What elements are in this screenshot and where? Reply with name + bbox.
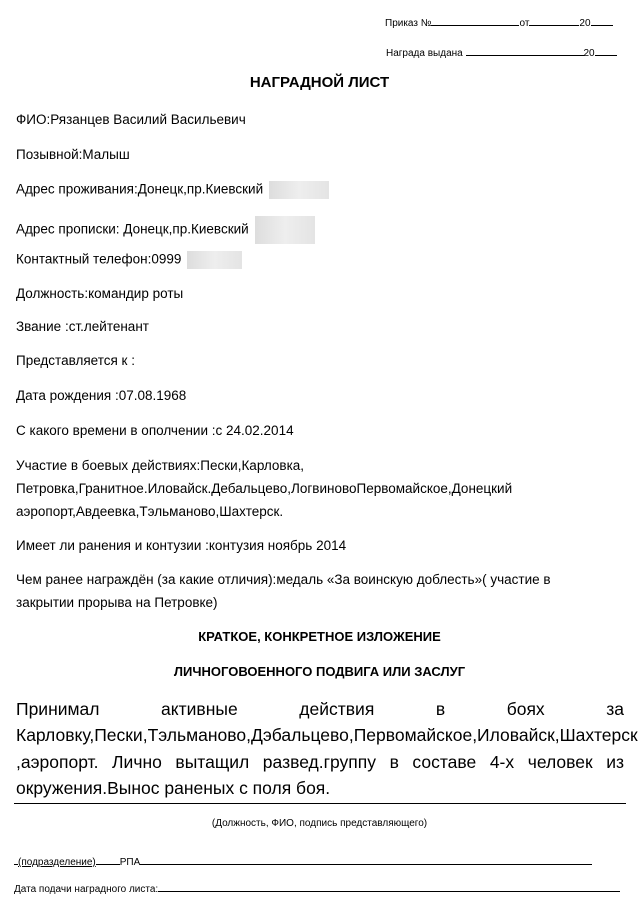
feat-description: Принимал активные действия в боях за Карловку,Пески,Тэльманово,Дэбальцево,Первомайское,Иловайск,Шахтерск ,аэропорт. Лично вытащил развед.группу в составе 4-х человек из окружения.Вынос раненых с поля боя.: [16, 699, 638, 798]
redacted-blur: [255, 216, 315, 244]
award-issued-label: Награда выдана: [386, 48, 463, 59]
field-registration-address: Адрес прописки: Донецк,пр.Киевский: [16, 216, 315, 244]
field-callsign: Позывной:Малыш: [16, 147, 130, 162]
field-rank: Звание :ст.лейтенант: [16, 319, 149, 334]
combat-line: Петровка,Гранитное.Иловайск.Дебальцево,ЛогвиновоПервомайское,Донецкий: [16, 481, 513, 496]
field-nominated-for: Представляется к :: [16, 353, 135, 368]
award-issued-line: [386, 44, 617, 59]
order-from-label: от: [519, 18, 530, 29]
combat-line: аэропорт,Авдеевка,Тэльманово,Шахтерск.: [16, 504, 284, 519]
field-wounds: Имеет ли ранения и контузии :контузия ноябрь 2014: [16, 538, 347, 553]
field-position: Должность:командир роты: [16, 286, 184, 301]
year-label: 20: [579, 18, 591, 29]
section-heading: КРАТКОЕ, КОНКРЕТНОЕ ИЗЛОЖЕНИЕ: [198, 629, 441, 644]
field-previous-awards: Чем ранее награждён (за какие отличия):медаль «За воинскую доблесть»( участие в: [16, 572, 551, 587]
unit-line: (подразделение) РПА: [14, 853, 592, 868]
redacted-blur: [187, 251, 242, 269]
redacted-blur: [269, 181, 329, 199]
previous-awards-line: закрытии прорыва на Петровке): [16, 595, 218, 610]
field-combat: Участие в боевых действиях:Пески,Карловка,: [16, 458, 305, 473]
field-fio: ФИО:Рязанцев Василий Васильевич: [16, 112, 246, 127]
document-title: НАГРАДНОЙ ЛИСТ: [249, 74, 390, 91]
year-label: 20: [583, 48, 595, 59]
signature-caption: (Должность, ФИО, подпись представляющего): [211, 818, 428, 829]
signature-line: [14, 803, 626, 804]
order-line: [385, 14, 613, 29]
submission-date-line: Дата подачи наградного листа:: [14, 880, 620, 895]
section-heading: ЛИЧНОГОВОЕННОГО ПОДВИГА ИЛИ ЗАСЛУГ: [173, 664, 466, 679]
field-phone: Контактный телефон:0999: [16, 251, 242, 269]
field-militia-since: С какого времени в ополчении :с 24.02.2014: [16, 423, 294, 438]
field-residence-address: Адрес проживания:Донецк,пр.Киевский: [16, 181, 329, 199]
order-label: Приказ №: [385, 18, 432, 29]
field-birth-date: Дата рождения :07.08.1968: [16, 388, 187, 403]
